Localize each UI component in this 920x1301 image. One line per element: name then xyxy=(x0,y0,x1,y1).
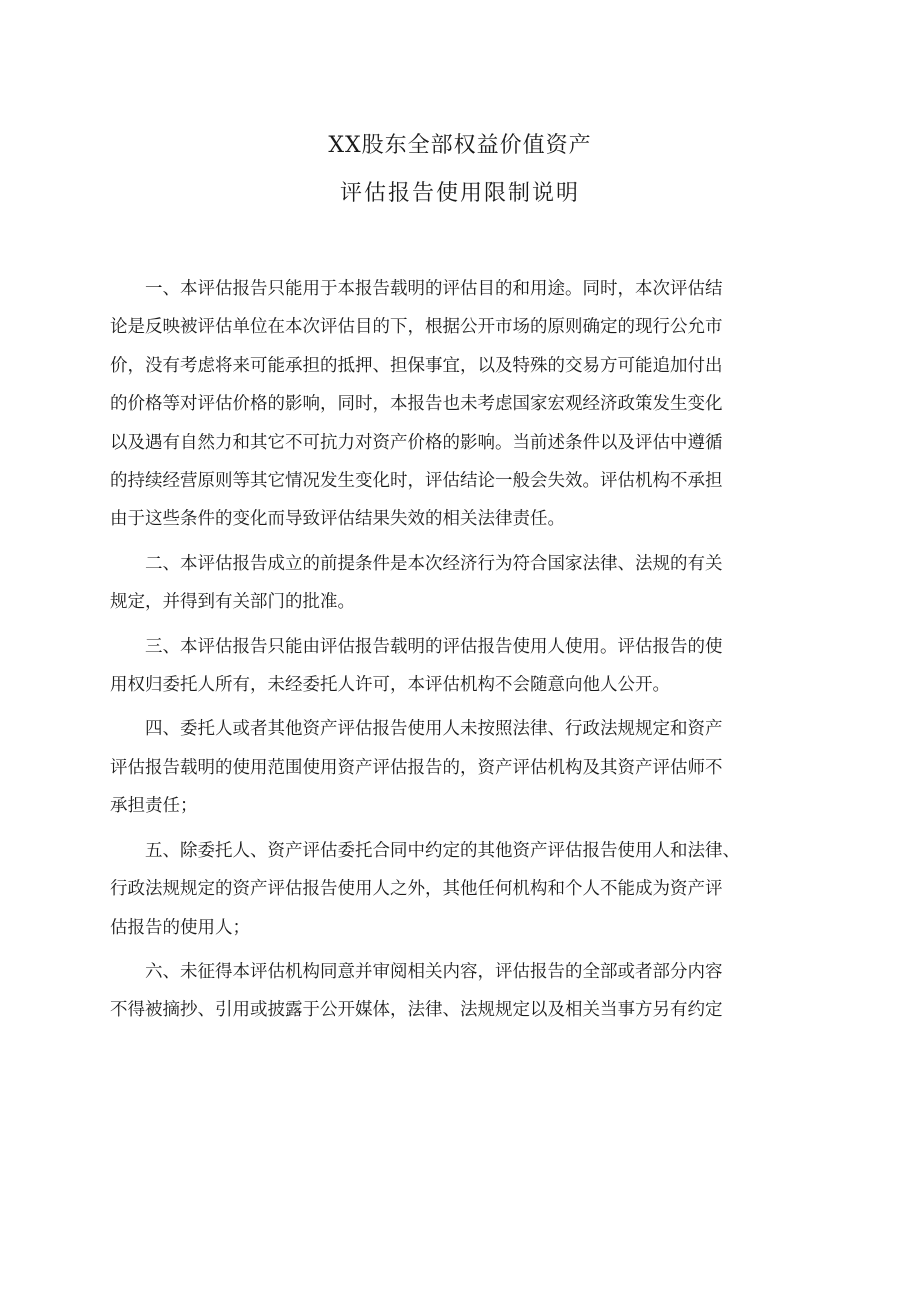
document-body xyxy=(110,270,815,1036)
document-title-line-2: 评估报告使用限制说明 xyxy=(339,181,580,206)
paragraph-5: 五、除委托人、资产评估委托合同中约定的其他资产评估报告使用人和法律、 行政法规规定的资产评估报告使用人之外，其他任何机构和个人不能成为资产评 估报告的使用人； xyxy=(110,840,740,938)
paragraph-1: 一、本评估报告只能用于本报告载明的评估目的和用途。同时，本次评估结 论是反映被评估单位在本次评估目的下，根据公开市场的原则确定的现行公允市 价，没有考虑将来可能承担的抵押、担保事宜，以及特殊的交易方可能追加付出 的价格等对评估价格的影响，同时，本报告也未考虑国家宏观经济政策发生变化 以及遇有自然力和其它不可抗力对资产价格的影响。当前述条件以及评估中遵循 的持续经营原则等其它情况发生变化时，评估结论一般会失效。评估机构不承担 由于这些条件的变化而导致评估结果失效的相关法律责任。 xyxy=(110,279,723,530)
paragraph-6: 六、未征得本评估机构同意并审阅相关内容，评估报告的全部或者部分内容 不得被摘抄、引用或披露于公开媒体，法律、法规规定以及相关当事方另有约定 xyxy=(110,961,723,1021)
paragraph-2: 二、本评估报告成立的前提条件是本次经济行为符合国家法律、法规的有关 规定，并得到有关部门的批准。 xyxy=(110,553,723,613)
document-title-line-1: XX股东全部权益价值资产 xyxy=(328,133,592,158)
paragraph-3: 三、本评估报告只能由评估报告载明的评估报告使用人使用。评估报告的使 用权归委托人所有，未经委托人许可，本评估机构不会随意向他人公开。 xyxy=(110,636,723,696)
paragraph-4: 四、委托人或者其他资产评估报告使用人未按照法律、行政法规规定和资产 评估报告载明的使用范围使用资产评估报告的，资产评估机构及其资产评估师不 承担责任； xyxy=(110,719,723,817)
